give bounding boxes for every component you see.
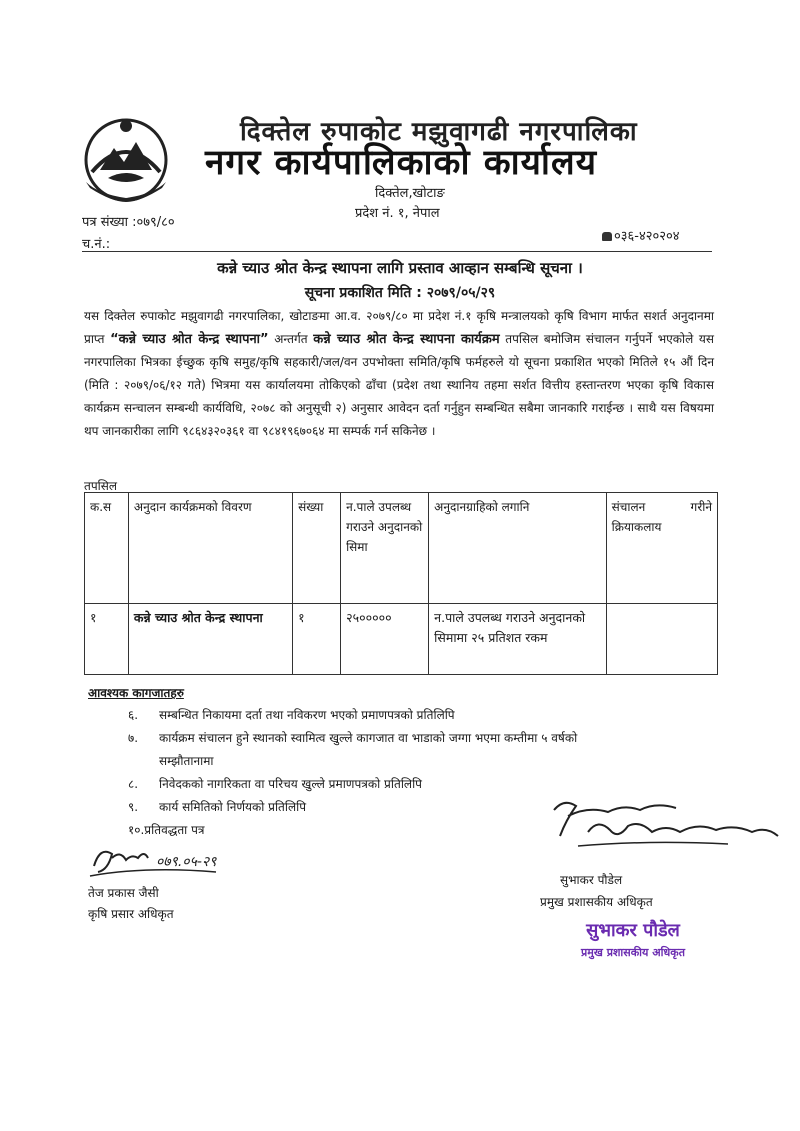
list-item-number: १०. bbox=[128, 823, 145, 837]
list-item-text: कार्यक्रम संचालन हुने स्थानको स्वामित्व खुल्ले कागजात वा भाडाको जग्गा भएमा कम्तीमा ५ वर्षको bbox=[159, 731, 578, 745]
body-bold-2: कन्ने च्याउ श्रोत केन्द्र स्थापना कार्यक्रम bbox=[313, 332, 500, 347]
reference-number: पत्र संख्या :०७९/८० bbox=[82, 215, 175, 230]
list-item-continuation: सम्झौतानामा bbox=[159, 754, 214, 768]
table-caption: तपसिल bbox=[84, 479, 118, 493]
left-signatory-post: कृषि प्रसार अधिकृत bbox=[88, 907, 174, 921]
list-item-text: कार्य समितिको निर्णयको प्रतिलिपि bbox=[159, 800, 307, 814]
officer-stamp bbox=[558, 914, 708, 962]
right-signature bbox=[548, 796, 788, 862]
table-cell: न.पाले उपलब्ध गराउने अनुदानको सिमामा २५ प्रतिशत रकम bbox=[429, 604, 606, 675]
header-divider bbox=[82, 251, 712, 252]
table-cell bbox=[606, 604, 717, 675]
left-signature-date: ०७९.०५-२९ bbox=[156, 854, 217, 870]
documents-heading: आवश्यक कागजातहरु bbox=[88, 686, 184, 700]
list-item-number: ६. bbox=[128, 708, 139, 722]
body-part-3: तपसिल बमोजिम संचालन गर्नुपर्ने भएकोले यस नगरपालिका भित्रका ईच्छुक कृषि समुह/कृषि सहकारी/जल/वन उपभोक्ता समिति/कृषि फर्महरुले यो सूचना प्रकाशित भएको मितिले १५ औं दिन (मिति : २०७९/०६/१२ गते) भित्रमा यस कार्यालयमा तोकिएको ढाँचा (प्रदेश तथा स्थानिय तहमा सर्शत वित्तीय हस्तान्तरण भएका कृषि विकास कार्यक्रम सन्चालन सम्बन्धी कार्यविधि, २०७८ को अनुसूची २) अनुसार आवेदन दर्ता गर्नुहुन सम्बन्धित सबैमा जानकारि गराईन्छ । साथै यस विषयमा थप जानकारीका लागि ९८६४३२०३६१ वा ९८४१९६७०६४ मा सम्पर्क गर्न सकिनेछ । bbox=[84, 332, 714, 438]
table-row bbox=[85, 604, 718, 675]
table-header-row bbox=[85, 493, 718, 604]
stamp-name: सुभाकर पौडेल bbox=[586, 920, 680, 941]
office-name: दिक्तेल रुपाकोट मझुवागढी नगरपालिका bbox=[240, 117, 638, 147]
table-header-cell: न.पाले उपलब्ध गराउने अनुदानको सिमा bbox=[341, 493, 429, 604]
list-item-number: ८. bbox=[128, 777, 139, 791]
stamp-post: प्रमुख प्रशासकीय अधिकृत bbox=[581, 946, 685, 959]
body-part-1: यस दिक्तेल रुपाकोट मझुवागढी नगरपालिका, खोटाङमा आ.व. २०७९/८० मा प्रदेश नं.१ कृषि मन्त्रालयको कृषि विभाग मार्फत सशर्त अनुदानमा प्राप्त bbox=[84, 309, 714, 346]
list-item-number: ७. bbox=[128, 731, 139, 745]
list-item-text: सम्बन्धित निकायमा दर्ता तथा नविकरण भएको प्रमाणपत्रको प्रतिलिपि bbox=[159, 708, 455, 722]
table-cell: कन्ने च्याउ श्रोत केन्द्र स्थापना bbox=[128, 604, 292, 675]
list-item-text: निवेदकको नागरिकता वा परिचय खुल्ले प्रमाणपत्रको प्रतिलिपि bbox=[159, 777, 422, 791]
list-item bbox=[128, 727, 718, 773]
left-signature bbox=[86, 836, 266, 884]
notice-subject: कन्ने च्याउ श्रोत केन्द्र स्थापना लागि प्रस्ताव आव्हान सम्बन्धि सूचना । bbox=[217, 259, 583, 277]
table-cell: १ bbox=[85, 604, 129, 675]
list-item-text: प्रतिवद्धता पत्र bbox=[144, 823, 205, 837]
table-header-cell: अनुदान कार्यक्रमको विवरण bbox=[128, 493, 292, 604]
phone-number bbox=[602, 226, 680, 244]
table-header-cell: संचालन गरीने क्रियाकलाय bbox=[606, 493, 717, 604]
notice-body bbox=[84, 305, 714, 443]
published-date: सूचना प्रकाशित मिति : २०७९/०५/२९ bbox=[304, 285, 496, 301]
table-header-cell: संख्या bbox=[293, 493, 341, 604]
dispatch-number: च.नं.: bbox=[82, 237, 111, 252]
grant-table bbox=[84, 492, 718, 675]
phone-value: ०३६-४२०२०४ bbox=[614, 229, 680, 244]
right-signatory-name: सुभाकर पौडेल bbox=[560, 873, 623, 887]
office-title: नगर कार्यपालिकाको कार्यालय bbox=[205, 143, 598, 183]
table-cell: १ bbox=[293, 604, 341, 675]
table-header-cell: अनुदानग्राहिको लगानि bbox=[429, 493, 606, 604]
table-header-cell: क.स bbox=[85, 493, 129, 604]
body-part-2: अन्तर्गत bbox=[268, 332, 314, 346]
telephone-icon bbox=[602, 232, 612, 241]
nepal-emblem-logo bbox=[78, 112, 174, 204]
body-bold-1: “कन्ने च्याउ श्रोत केन्द्र स्थापना” bbox=[110, 332, 269, 347]
table-cell: २५००००० bbox=[341, 604, 429, 675]
office-province: प्रदेश नं. १, नेपाल bbox=[355, 206, 440, 221]
right-signatory-post: प्रमुख प्रशासकीय अधिकृत bbox=[540, 895, 653, 909]
list-item bbox=[128, 704, 718, 727]
office-address: दिक्तेल,खोटाङ bbox=[375, 186, 445, 201]
list-item bbox=[128, 773, 718, 796]
list-item-number: ९. bbox=[128, 800, 139, 814]
left-signatory-name: तेज प्रकास जैसी bbox=[88, 886, 159, 900]
